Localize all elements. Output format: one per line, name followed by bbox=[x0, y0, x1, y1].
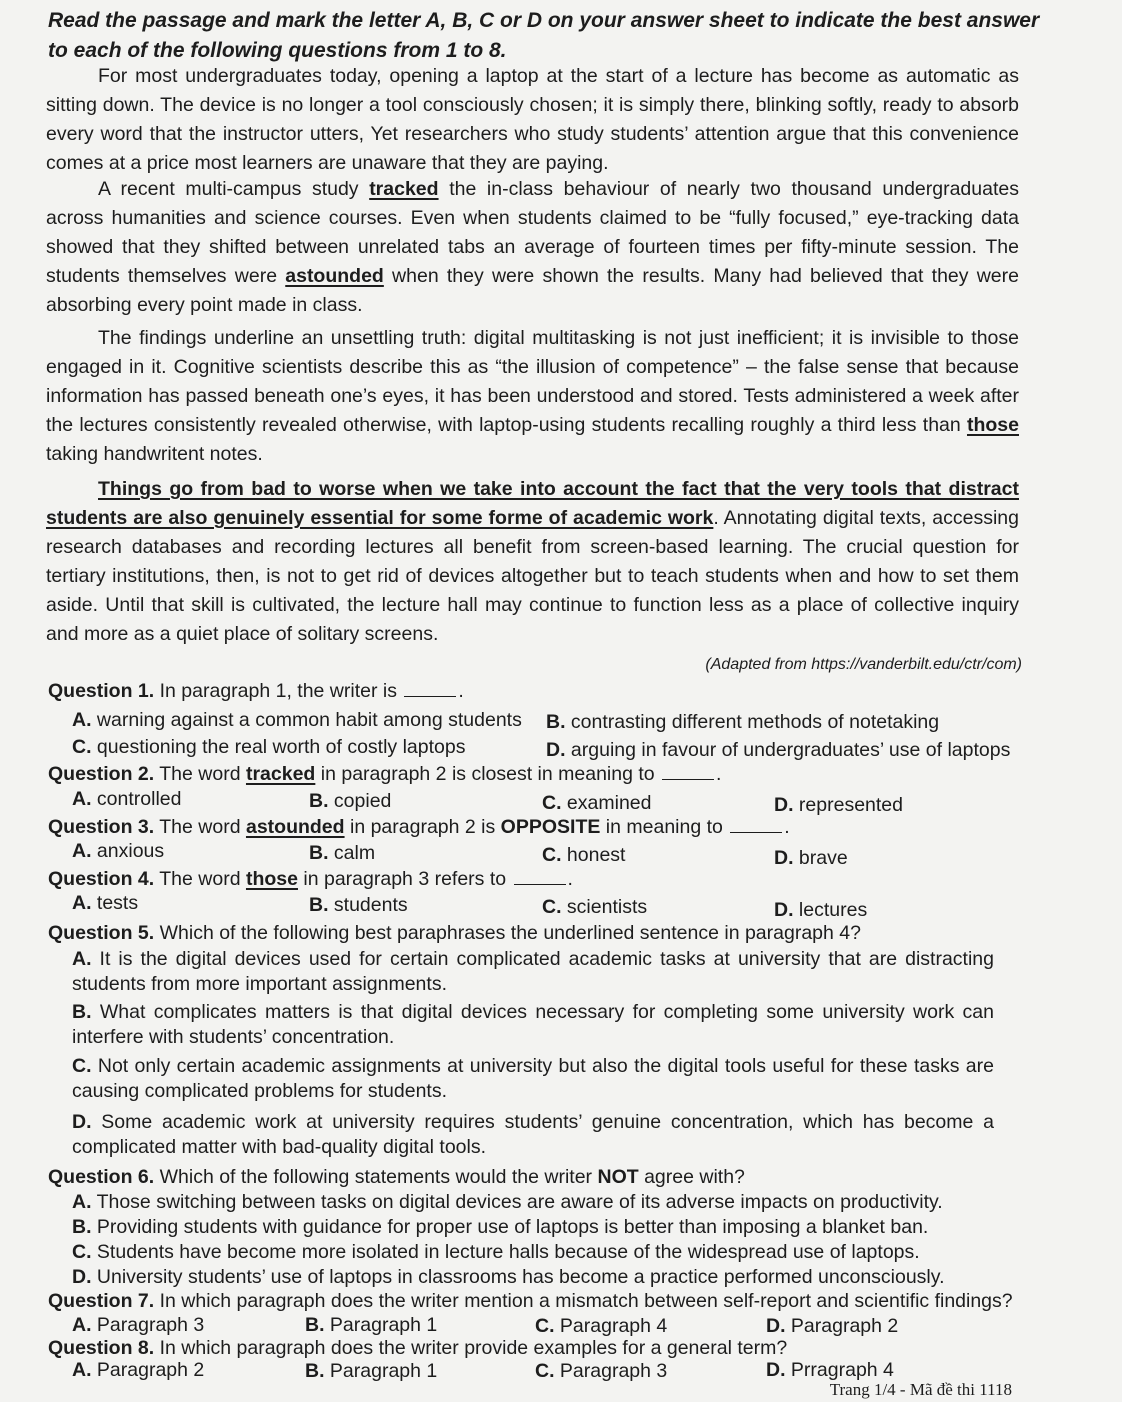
q4-option-c: C. scientists bbox=[542, 896, 648, 918]
source-citation: (Adapted from https://vanderbilt.edu/ctr/com) bbox=[705, 656, 1022, 673]
q7-option-a: A. Paragraph 3 bbox=[72, 1314, 205, 1336]
q5-option-a: A. It is the digital devices used for certain complicated academic tasks at university that are distracting students from more important assignments. bbox=[72, 948, 995, 995]
q1-option-b: B. contrasting different methods of notetaking bbox=[546, 711, 940, 733]
q5-option-d: D. Some academic work at university requires students’ genuine concentration, which has become a complicated matter with bad-quality digital tools. bbox=[72, 1111, 994, 1158]
q1-option-c: C. questioning the real worth of costly laptops bbox=[72, 736, 466, 758]
q6-option-a: A. Those switching between tasks on digital devices are aware of its adverse impacts on productivity. bbox=[72, 1191, 943, 1213]
q3-option-c: C. honest bbox=[542, 844, 626, 866]
q3-option-b: B. calm bbox=[309, 842, 376, 864]
answer-blank bbox=[662, 763, 714, 780]
answer-blank bbox=[514, 868, 566, 885]
paragraph-1: For most undergraduates today, opening a laptop at the start of a lecture has become as automatic as sitting down. The device is no longer a tool consciously chosen; it is simply there, blinking softly, ready to absorb every word that the instructor utters, Yet researchers who study students’ attention argue that this convenience comes at a price most learners are unaware that they are paying. bbox=[46, 65, 1019, 174]
q2-option-a: A. controlled bbox=[72, 788, 182, 810]
q8-option-a: A. Paragraph 2 bbox=[72, 1359, 205, 1381]
instruction: Read the passage and mark the letter A, B, C or D on your answer sheet to indicate the best answer to each of the following questions from 1 to 8. bbox=[48, 9, 1040, 62]
question-1: Question 1. In paragraph 1, the writer is . bbox=[48, 680, 464, 702]
q7-option-c: C. Paragraph 4 bbox=[535, 1315, 668, 1337]
question-7: Question 7. In which paragraph does the writer mention a mismatch between self-report and scientific findings? bbox=[48, 1290, 1013, 1312]
answer-blank bbox=[404, 680, 456, 697]
question-5: Question 5. Which of the following best paraphrases the underlined sentence in paragraph 4? bbox=[48, 922, 861, 944]
underlined-word-those: those bbox=[966, 414, 1019, 436]
q1-option-a: A. warning against a common habit among students bbox=[72, 709, 522, 731]
paragraph-2: A recent multi-campus study tracked the in-class behaviour of nearly two thousand undergraduates across humanities and science courses. Even when students claimed to be “fully focused,” eye-tracking data showed that they shifted between unrelated tabs an average of fourteen times per fifty-minute session. The students themselves were astounded when they were shown the results. Many had believed that they were absorbing every point made in class. bbox=[46, 178, 1019, 316]
paragraph-3: The findings underline an unsettling truth: digital multitasking is not just inefficient; it is invisible to those engaged in it. Cognitive scientists describe this as “the illusion of competence” – the false sense that because information has passed beneath one’s eyes, it has been understood and stored. Tests administered a week after the lectures consistently revealed otherwise, with laptop-using students recalling roughly a third less than those taking handwritent notes. bbox=[46, 327, 1019, 465]
underlined-word-tracked: tracked bbox=[369, 178, 439, 200]
q2-option-c: C. examined bbox=[542, 792, 652, 814]
question-6: Question 6. Which of the following statements would the writer NOT agree with? bbox=[48, 1166, 745, 1188]
paragraph-4: Things go from bad to worse when we take into account the fact that the very tools that distract students are also genuinely essential for some forme of academic work. Annotating digital texts, accessing research databases and recording lectures all benefit from screen-based learning. The crucial question for tertiary institutions, then, is not to get rid of devices altogether but to teach students when and how to set them aside. Until that skill is cultivated, the lecture hall may continue to function less as a place of collective inquiry and more as a quiet place of solitary screens. bbox=[46, 478, 1019, 645]
q8-option-c: C. Paragraph 3 bbox=[535, 1360, 668, 1382]
underlined-word-astounded: astounded bbox=[285, 265, 384, 287]
q6-option-c: C. Students have become more isolated in lecture halls because of the widespread use of laptops. bbox=[72, 1241, 920, 1263]
underlined-sentence: Things go from bad to worse when we take into account the fact that the very tools that distract students are also genuinely essential for some forme of academic work bbox=[46, 478, 1019, 529]
q7-option-d: D. Paragraph 2 bbox=[766, 1315, 899, 1337]
answer-blank bbox=[730, 816, 782, 833]
q6-option-b: B. Providing students with guidance for proper use of laptops is better than imposing a blanket ban. bbox=[72, 1216, 929, 1238]
q1-option-d: D. arguing in favour of undergraduates’ use of laptops bbox=[546, 739, 1011, 761]
q7-option-b: B. Paragraph 1 bbox=[305, 1314, 438, 1336]
question-2: Question 2. The word tracked in paragraph 2 is closest in meaning to . bbox=[48, 763, 722, 785]
q5-option-c: C. Not only certain academic assignments at university but also the digital tools useful for these tasks are causing complicated problems for students. bbox=[72, 1055, 994, 1102]
q8-option-d: D. Prragraph 4 bbox=[766, 1359, 894, 1381]
question-8: Question 8. In which paragraph does the writer provide examples for a general term? bbox=[48, 1337, 788, 1359]
page-footer: Trang 1/4 - Mã đề thi 1118 bbox=[829, 1380, 1012, 1399]
question-3: Question 3. The word astounded in paragraph 2 is OPPOSITE in meaning to . bbox=[48, 816, 790, 838]
q4-option-b: B. students bbox=[309, 894, 408, 916]
q4-option-a: A. tests bbox=[72, 892, 139, 914]
q2-option-b: B. copied bbox=[309, 790, 392, 812]
question-4: Question 4. The word those in paragraph 3 refers to . bbox=[48, 868, 573, 890]
q6-option-d: D. University students’ use of laptops in classrooms has become a practice performed unconsciously. bbox=[72, 1266, 945, 1288]
q3-option-d: D. brave bbox=[774, 847, 848, 869]
q2-option-d: D. represented bbox=[774, 794, 903, 816]
q3-option-a: A. anxious bbox=[72, 840, 165, 862]
q4-option-d: D. lectures bbox=[774, 899, 868, 921]
q5-option-b: B. What complicates matters is that digital devices necessary for completing some university work can interfere with students’ concentration. bbox=[72, 1001, 994, 1048]
q8-option-b: B. Paragraph 1 bbox=[305, 1360, 438, 1382]
